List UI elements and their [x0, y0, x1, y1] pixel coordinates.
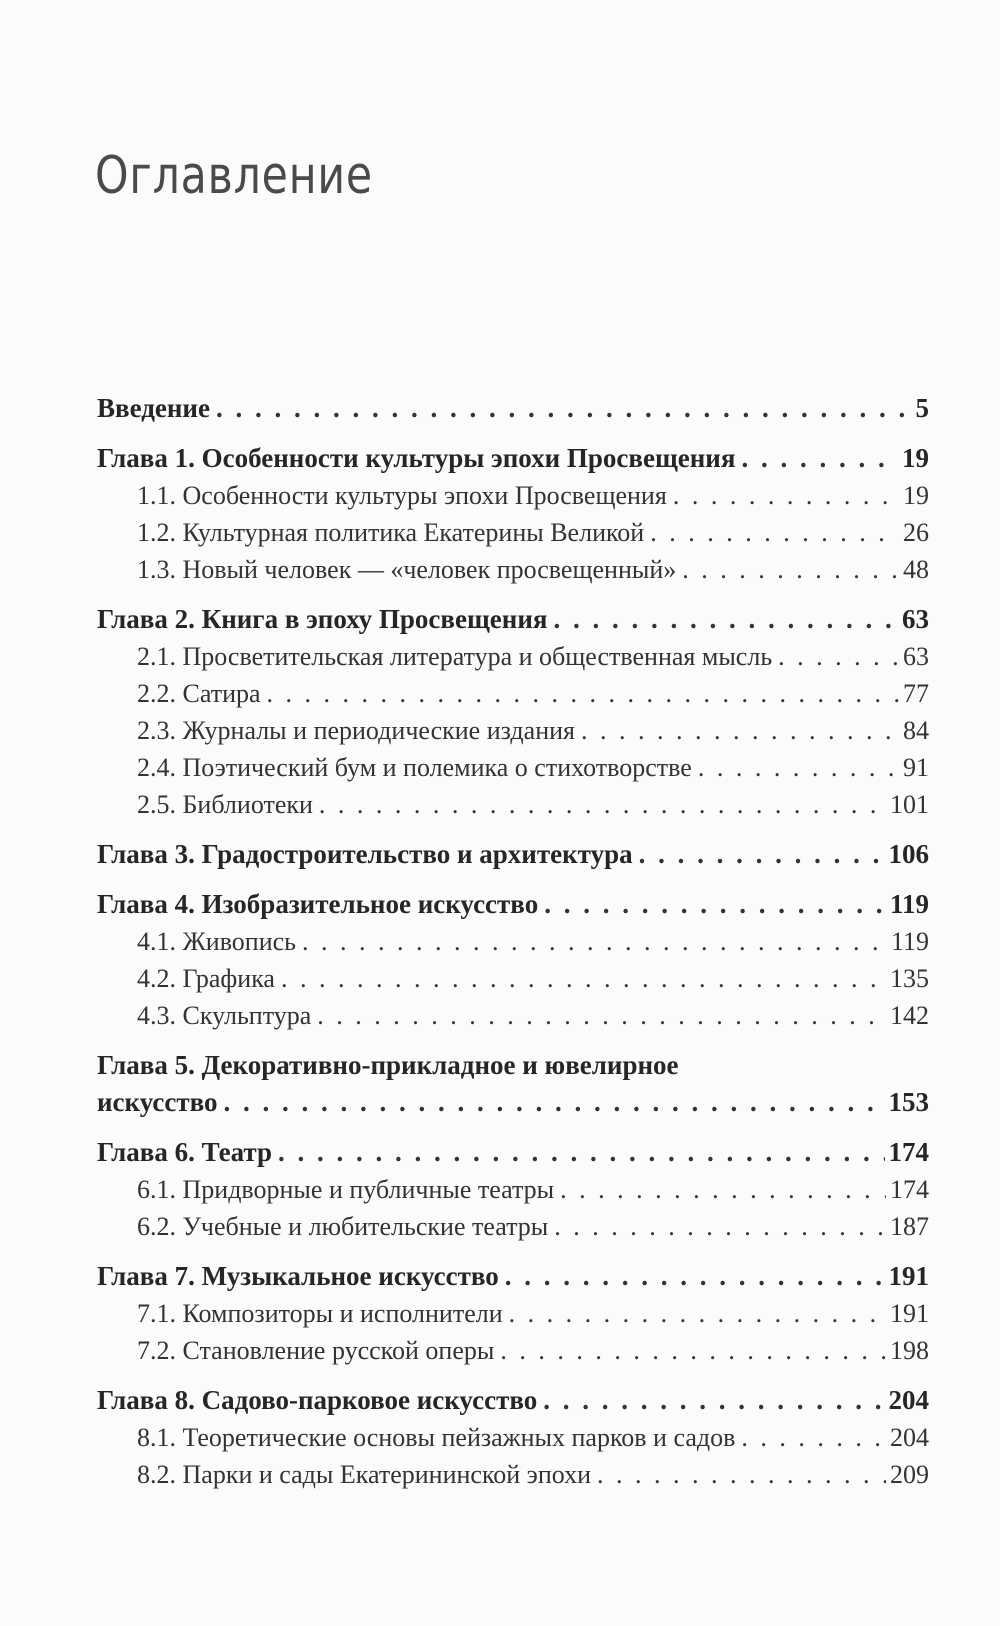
- leader-dots: [281, 960, 886, 997]
- toc-section-2-4[interactable]: [97, 749, 929, 786]
- table-of-contents: [97, 390, 929, 1493]
- toc-chapter-4[interactable]: [97, 886, 929, 923]
- toc-section-1-2[interactable]: [97, 514, 929, 551]
- toc-label-line2: искусство: [97, 1087, 218, 1117]
- leader-dots: [505, 1258, 885, 1295]
- toc-page-number: 119: [890, 927, 929, 956]
- toc-label: 2.4. Поэтический бум и полемика о стихотворстве: [137, 753, 692, 782]
- toc-chapter-5[interactable]: [97, 1047, 929, 1121]
- toc-label: 1.1. Особенности культуры эпохи Просвещения: [137, 481, 667, 510]
- toc-section-7-2[interactable]: [97, 1332, 929, 1369]
- toc-page-number: 63: [902, 604, 929, 634]
- leader-dots: [639, 836, 885, 873]
- toc-page-number: 91: [903, 753, 929, 782]
- leader-dots: [553, 601, 898, 638]
- toc-page-number: 26: [903, 518, 929, 547]
- toc-page-number: 187: [890, 1212, 929, 1241]
- toc-section-6-2[interactable]: [97, 1208, 929, 1245]
- toc-chapter-7[interactable]: [97, 1258, 929, 1295]
- toc-label: 7.2. Становление русской оперы: [137, 1336, 495, 1365]
- leader-dots: [560, 1171, 886, 1208]
- leader-dots: [224, 1084, 885, 1121]
- toc-label: Глава 1. Особенности культуры эпохи Просвещения: [97, 443, 736, 473]
- toc-label: 2.5. Библиотеки: [137, 790, 313, 819]
- leader-dots: [543, 1382, 884, 1419]
- toc-section-2-1[interactable]: [97, 638, 929, 675]
- toc-chapter-5-line2: [97, 1084, 929, 1121]
- leader-dots: [509, 1295, 886, 1332]
- leader-dots: [778, 638, 899, 675]
- leader-dots: [650, 514, 899, 551]
- toc-page-number: 174: [888, 1137, 929, 1167]
- toc-page-number: 77: [903, 679, 929, 708]
- leader-dots: [698, 749, 899, 786]
- toc-page-number: 191: [890, 1299, 929, 1328]
- toc-label: 4.2. Графика: [137, 964, 275, 993]
- leader-dots: [319, 786, 886, 823]
- toc-page-number: 48: [903, 555, 929, 584]
- toc-page-number: 204: [888, 1385, 929, 1415]
- leader-dots: [544, 886, 886, 923]
- toc-page-number: 63: [903, 642, 929, 671]
- toc-label-line1: Глава 5. Декоративно-прикладное и ювелирное: [97, 1050, 679, 1080]
- toc-label: Глава 2. Книга в эпоху Просвещения: [97, 604, 548, 634]
- leader-dots: [597, 1456, 886, 1493]
- toc-label: 6.2. Учебные и любительские театры: [137, 1212, 549, 1241]
- toc-chapter-6[interactable]: [97, 1134, 929, 1171]
- leader-dots: [682, 551, 899, 588]
- leader-dots: [741, 1419, 886, 1456]
- toc-section-6-1[interactable]: [97, 1171, 929, 1208]
- toc-page-number: 153: [888, 1087, 929, 1117]
- leader-dots: [673, 477, 899, 514]
- toc-label: Глава 4. Изобразительное искусство: [97, 889, 539, 919]
- toc-label: Введение: [97, 393, 210, 423]
- toc-page-number: 84: [903, 716, 929, 745]
- leader-dots: [302, 923, 887, 960]
- toc-label: 1.2. Культурная политика Екатерины Великой: [137, 518, 645, 547]
- leader-dots: [317, 997, 886, 1034]
- toc-label: Глава 3. Градостроительство и архитектура: [97, 839, 633, 869]
- toc-label: 2.3. Журналы и периодические издания: [137, 716, 575, 745]
- toc-section-1-3[interactable]: [97, 551, 929, 588]
- toc-chapter-2[interactable]: [97, 601, 929, 638]
- toc-label: 4.1. Живопись: [137, 927, 297, 956]
- leader-dots: [741, 440, 898, 477]
- toc-section-2-2[interactable]: [97, 675, 929, 712]
- toc-page-number: 106: [888, 839, 929, 869]
- toc-chapter-3[interactable]: [97, 836, 929, 873]
- toc-chapter-intro[interactable]: [97, 390, 929, 427]
- toc-section-1-1[interactable]: [97, 477, 929, 514]
- toc-section-2-5[interactable]: [97, 786, 929, 823]
- leader-dots: [267, 675, 899, 712]
- toc-label: 6.1. Придворные и публичные театры: [137, 1175, 555, 1204]
- toc-page-number: 5: [915, 393, 929, 423]
- toc-section-4-1[interactable]: [97, 923, 929, 960]
- toc-label: 8.2. Парки и сады Екатерининской эпохи: [137, 1460, 592, 1489]
- toc-chapter-1[interactable]: [97, 440, 929, 477]
- toc-label: 4.3. Скульптура: [137, 1001, 312, 1030]
- toc-chapter-8[interactable]: [97, 1382, 929, 1419]
- toc-label: 7.1. Композиторы и исполнители: [137, 1299, 503, 1328]
- leader-dots: [581, 712, 899, 749]
- toc-section-2-3[interactable]: [97, 712, 929, 749]
- toc-label: 2.2. Сатира: [137, 679, 261, 708]
- toc-section-8-1[interactable]: [97, 1419, 929, 1456]
- toc-page-number: 19: [903, 481, 929, 510]
- toc-section-8-2[interactable]: [97, 1456, 929, 1493]
- toc-label: Глава 6. Театр: [97, 1137, 272, 1167]
- toc-page-number: 209: [890, 1460, 929, 1489]
- toc-section-7-1[interactable]: [97, 1295, 929, 1332]
- toc-section-4-3[interactable]: [97, 997, 929, 1034]
- toc-page-number: 101: [890, 790, 929, 819]
- toc-label: Глава 7. Музыкальное искусство: [97, 1261, 499, 1291]
- leader-dots: [500, 1332, 886, 1369]
- toc-page-number: 198: [890, 1336, 929, 1365]
- leader-dots: [216, 390, 912, 427]
- toc-page-number: 204: [890, 1423, 929, 1452]
- toc-label: 8.1. Теоретические основы пейзажных парков и садов: [137, 1423, 736, 1452]
- page-title: Оглавление: [95, 146, 373, 206]
- leader-dots: [554, 1208, 886, 1245]
- toc-page-number: 174: [890, 1175, 929, 1204]
- toc-page-number: 19: [902, 443, 929, 473]
- toc-page-number: 135: [890, 964, 929, 993]
- toc-page-number: 191: [888, 1261, 929, 1291]
- toc-label: 2.1. Просветительская литература и общественная мысль: [137, 642, 773, 671]
- toc-label: 1.3. Новый человек — «человек просвещенный»: [137, 555, 677, 584]
- toc-label: Глава 8. Садово-парковое искусство: [97, 1385, 538, 1415]
- toc-section-4-2[interactable]: [97, 960, 929, 997]
- toc-page-number: 142: [890, 1001, 929, 1030]
- leader-dots: [278, 1134, 885, 1171]
- toc-page-number: 119: [889, 889, 929, 919]
